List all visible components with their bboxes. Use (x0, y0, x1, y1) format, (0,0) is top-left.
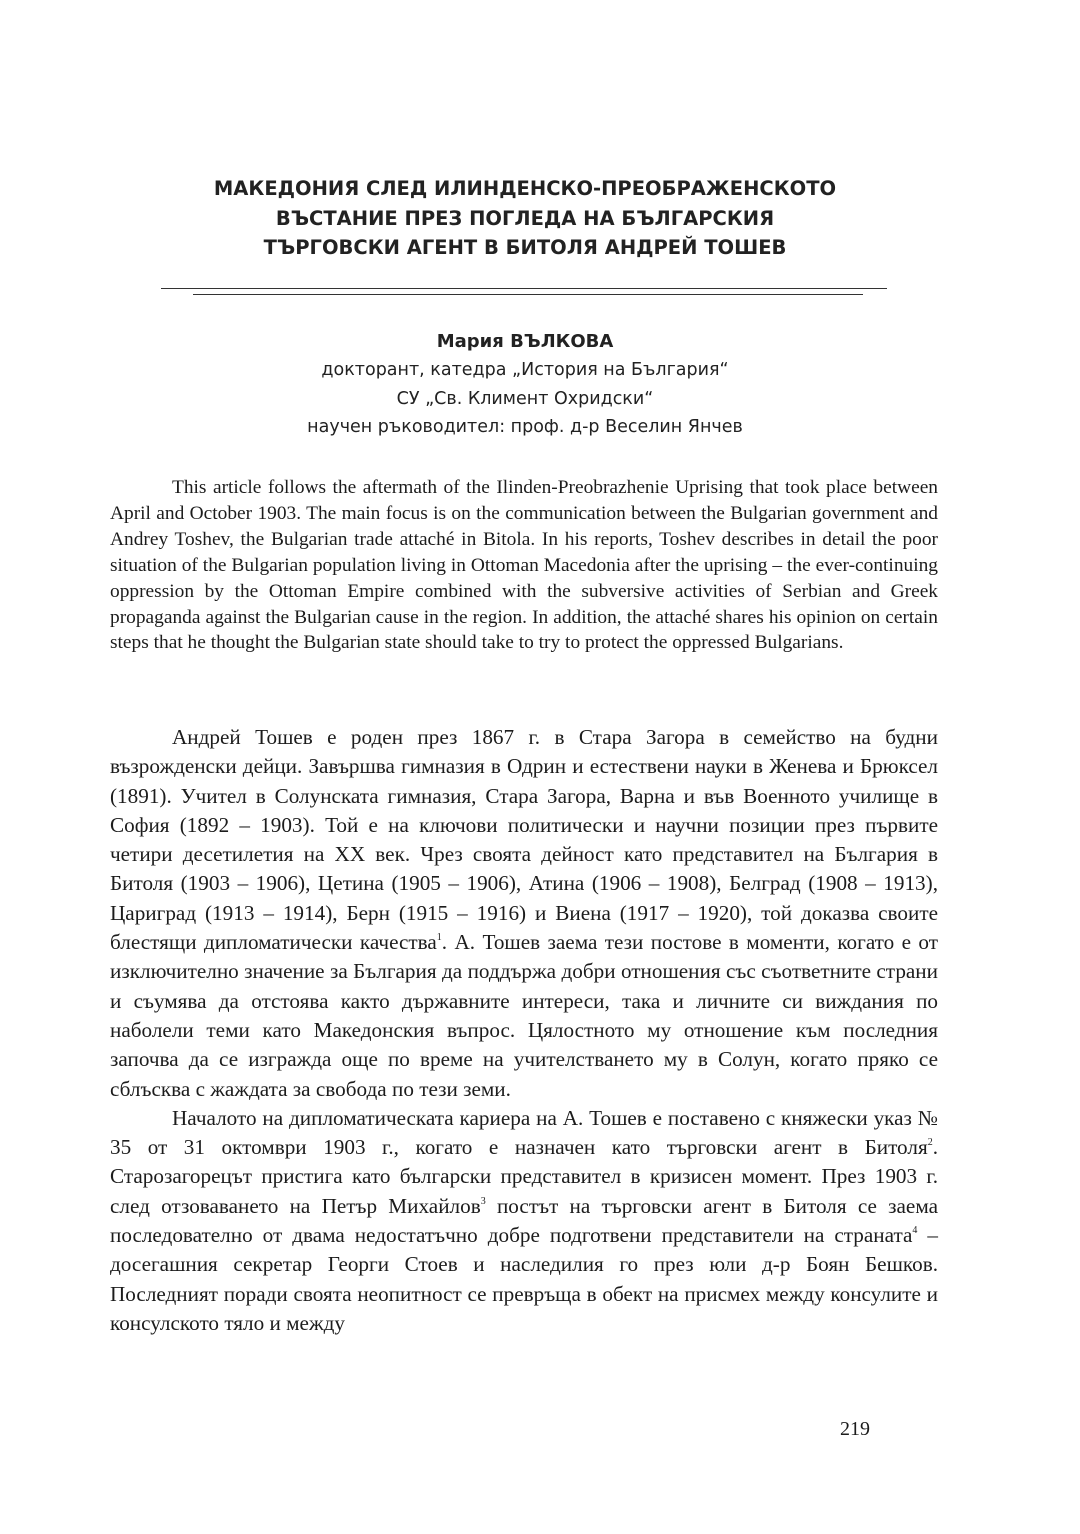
article-body (110, 723, 938, 1338)
title-line: МАКЕДОНИЯ СЛЕД ИЛИНДЕНСКО-ПРЕОБРАЖЕНСКОТО (213, 177, 837, 200)
author-supervisor: научен ръководител: проф. д-р Веселин Янчев (307, 417, 743, 437)
author-position: докторант, катедра „История на България“ (321, 360, 729, 380)
body-paragraph (110, 1104, 938, 1338)
footnote-ref[interactable]: 2 (927, 1137, 933, 1149)
title-line: ТЪРГОВСКИ АГЕНТ В БИТОЛЯ АНДРЕЙ ТОШЕВ (263, 236, 787, 259)
paragraph-text: Андрей Тошев е роден през 1867 г. в Стара Загора в семейство на будни възрожденски дейци. Завършва гимназия в Одрин и естествени науки в Женева и Брюксел (1891). Учител в Солунската гимназия, Стара Загора, Варна и във Военното училище в София (1892 – 1903). Той е на ключови политически и научни позиции през първите четири десетилетия на XX век. Чрез своята дейност като представител на България в Битоля (1903 – 1906), Цетина (1905 – 1906), Атина (1906 – 1908), Белград (1908 – 1913), Цариград (1913 – 1914), Берн (1915 – 1916) и Виена (1917 – 1920), той доказва своите блестящи дипломатически качества (110, 725, 938, 955)
page-number: 219 (840, 1418, 870, 1440)
abstract-paragraph: This article follows the aftermath of the Ilinden-Preobrazhenie Uprising that took place between April and October 1903. The main focus is on the communication between the Bulgarian government and Andrey Toshev, the Bulgarian trade attaché in Bitola. In his reports, Toshev describes in detail the poor situation of the Bulgarian population living in Ottoman Macedonia after the uprising – the ever-continuing oppression by the Ottoman Empire combined with the subversive activities of Serbian and Greek propaganda against the Bulgarian cause in the region. In addition, the attaché shares his opinion on certain steps that he thought the Bulgarian state should take to try to protect the oppressed Bulgarians. (110, 477, 938, 654)
author-university: СУ „Св. Климент Охридски“ (396, 388, 654, 409)
abstract (110, 475, 938, 656)
title-divider-short (193, 294, 863, 295)
paragraph-text: . Старозагорецът пристига като български представител в кризисен момент. През 1903 г. след отзоваването на Петър Михайлов (110, 1135, 938, 1218)
author-name: Мария ВЪЛКОВА (436, 331, 614, 352)
paragraph-text: – досегашния секретар Георги Стоев и наследилия го през юли д-р Боян Бешков. Последният поради своята неопитност се превръща в обект на присмех между консулите и консулското тяло и между (110, 1223, 938, 1335)
footnote-ref[interactable]: 3 (480, 1195, 486, 1207)
title-line: ВЪСТАНИЕ ПРЕЗ ПОГЛЕДА НА БЪЛГАРСКИЯ (275, 206, 775, 230)
paragraph-text: постът на търговски агент в Битоля се заема последователно от двама недостатъчно добре подготвени представители на страната (110, 1193, 938, 1248)
author-block (150, 328, 900, 442)
title-divider-long (161, 288, 887, 289)
footnote-ref[interactable]: 1 (436, 932, 442, 944)
body-paragraph (110, 723, 938, 1104)
paragraph-text: Началото на дипломатическата кариера на А. Тошев е поставено с княжески указ № 35 от 31 октомври 1903 г., когато е назначен като търговски агент в Битоля (110, 1105, 938, 1160)
footnote-ref[interactable]: 4 (912, 1225, 918, 1237)
article-title (150, 174, 900, 263)
paragraph-text: . А. Тошев заема тези постове в моменти, когато е от изключително значение за България да поддържа добри отношения със съответните страни и съумява да отстоява както държавните интереси, така и личните си виждания по наболели теми като Македонския въпрос. Цялостното му отношение към последния започва да се изгражда още по време на учителстването му в Солун, когато пряко се сблъсква с жаждата за свобода по тези земи. (110, 930, 938, 1101)
